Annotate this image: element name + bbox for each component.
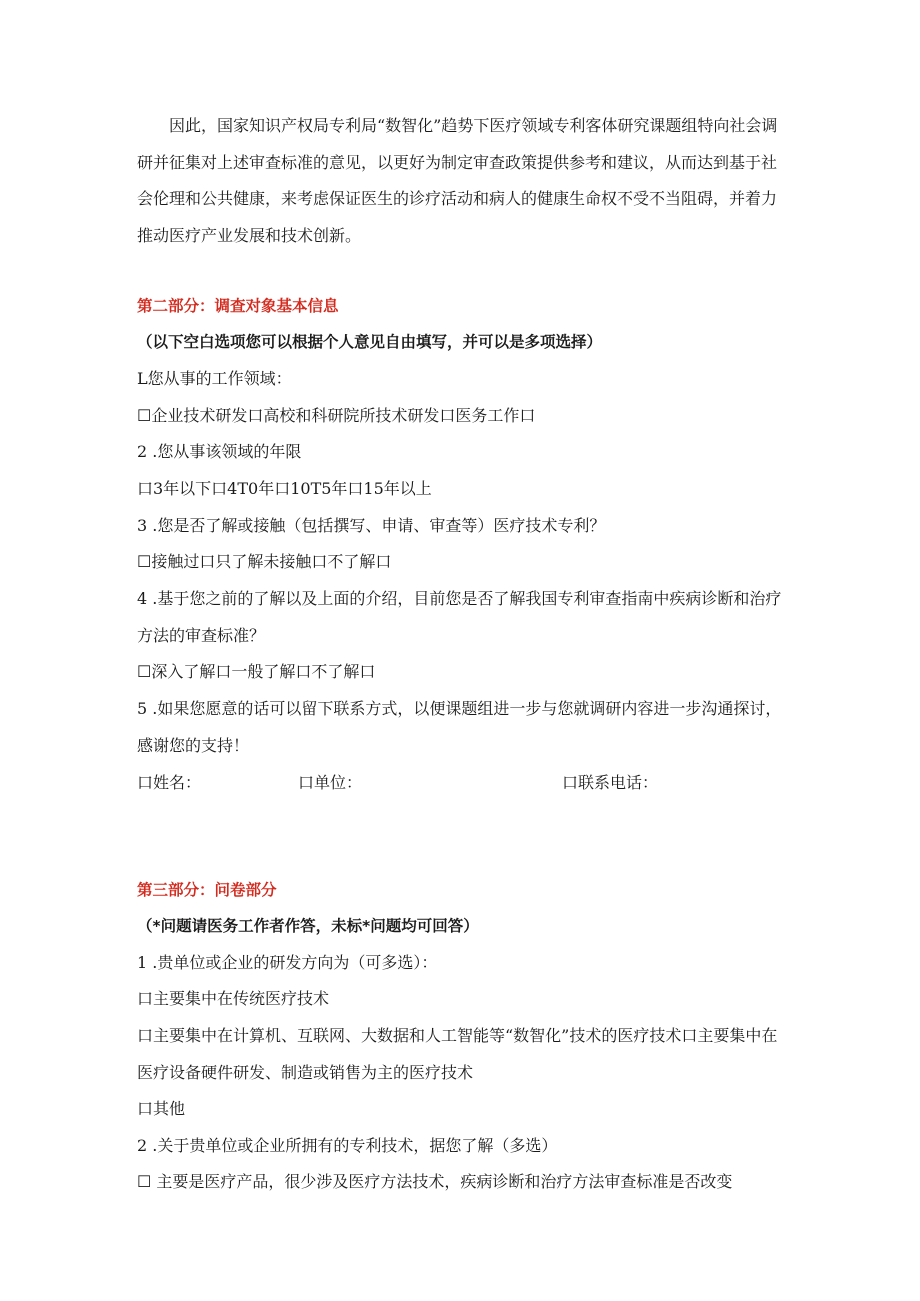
contact-phone-field: 口联系电话： bbox=[562, 773, 659, 792]
part3-question-1-option-3: 口其他 bbox=[137, 1099, 186, 1118]
part2-question-1-options: ☐企业技术研发口高校和科研院所技术研发口医务工作口 bbox=[137, 406, 536, 425]
part2-question-3-options: ☐接触过口只了解未接触口不了解口 bbox=[137, 552, 392, 571]
contact-unit-field: 口单位： bbox=[298, 773, 363, 792]
intro-paragraph: 因此，国家知识产权局专利局“数智化”趋势下医疗领域专利客体研究课题组特向社会调研并征集对上述审查标准的意见，以更好为制定审查政策提供参考和建议，从而达到基于社会伦理和公共健康，来考虑保证医生的诊疗活动和病人的健康生命权不受不当阻碍，并着力推动医疗产业发展和技术创新。 bbox=[137, 116, 778, 245]
part2-question-2-options: 口3年以下口4T0年口10T5年口15年以上 bbox=[137, 479, 432, 498]
part2-question-5: 5 .如果您愿意的话可以留下联系方式，以便课题组进一步与您就调研内容进一步沟通探讨，感谢您的支持！ bbox=[137, 699, 782, 755]
part2-question-3: 3 .您是否了解或接触（包括撰写、申请、审查等）医疗技术专利？ bbox=[137, 516, 606, 535]
part3-question-2-option-1: ☐ 主要是医疗产品，很少涉及医疗方法技术，疾病诊断和治疗方法审查标准是否改变 bbox=[137, 1172, 733, 1191]
part3-question-1-option-2: 口主要集中在计算机、互联网、大数据和人工智能等“数智化”技术的医疗技术口主要集中在医疗设备硬件研发、制造或销售为主的医疗技术 bbox=[137, 1026, 778, 1082]
part2-question-2: 2 .您从事该领域的年限 bbox=[137, 442, 302, 461]
part2-question-1: L您从事的工作领域： bbox=[137, 369, 292, 388]
part2-note: （以下空白选项您可以根据个人意见自由填写，并可以是多项选择） bbox=[137, 333, 603, 351]
part3-question-1: 1 .贵单位或企业的研发方向为（可多选）： bbox=[137, 953, 438, 972]
part2-question-4-options: ☐深入了解口一般了解口不了解口 bbox=[137, 662, 376, 681]
part2-question-4: 4 .基于您之前的了解以及上面的介绍，目前您是否了解我国专利审查指南中疾病诊断和治疗方法的审查标准？ bbox=[137, 589, 782, 645]
part3-heading: 第三部分：问卷部分 bbox=[137, 881, 277, 899]
part2-heading: 第二部分：调查对象基本信息 bbox=[137, 297, 339, 315]
part3-note: （*问题请医务工作者作答，未标*问题均可回答） bbox=[137, 917, 479, 935]
part3-question-2: 2 .关于贵单位或企业所拥有的专利技术，据您了解（多选） bbox=[137, 1136, 558, 1155]
part3-question-1-option-1: 口主要集中在传统医疗技术 bbox=[137, 989, 330, 1008]
contact-name-field: 口姓名： bbox=[137, 773, 202, 792]
